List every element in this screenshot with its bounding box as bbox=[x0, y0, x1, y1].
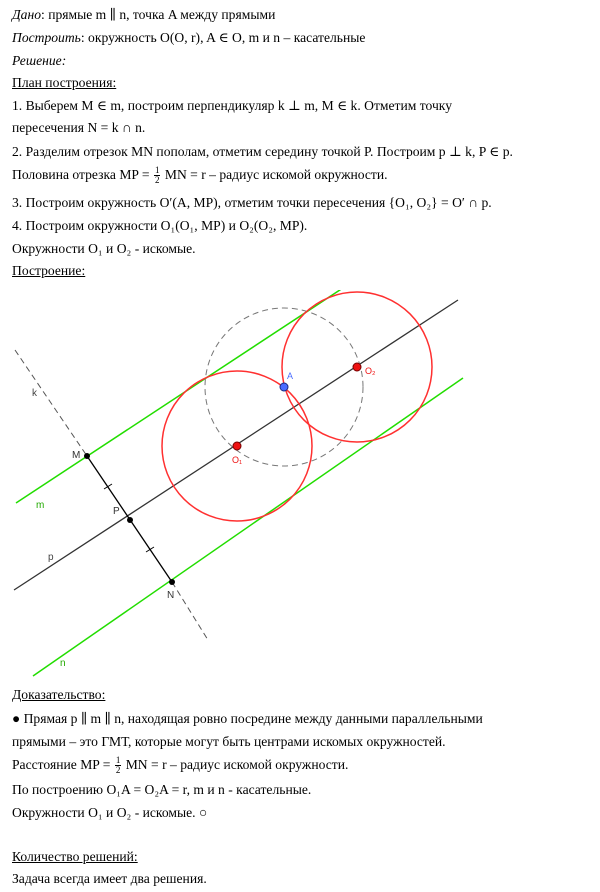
label-n-point: N bbox=[167, 590, 175, 601]
given-label: Дано bbox=[12, 7, 41, 22]
construct-text: окружность O(O, r), A ∈ O, m и n – касательные bbox=[88, 30, 366, 45]
count-text: Задача всегда имеет два решения. bbox=[12, 871, 207, 886]
plan-step-1a: 1. Выберем M ∈ m, построим перпендикуляр k ⊥ m, M ∈ k. Отметим точку bbox=[12, 98, 453, 113]
count-heading: Количество решений: bbox=[12, 849, 138, 864]
label-o2: O₂ bbox=[365, 366, 376, 376]
proof-p4: Окружности O₁ и O₂ - искомые. ○ bbox=[12, 805, 208, 820]
label-p-point: P bbox=[113, 506, 120, 517]
point-p bbox=[127, 517, 133, 523]
plan-step-5: Окружности O₁ и O₂ - искомые. bbox=[12, 241, 196, 256]
line-k bbox=[15, 350, 87, 456]
plan-step-1b: пересечения N = k ∩ n. bbox=[12, 120, 146, 135]
label-a: A bbox=[287, 371, 294, 381]
line-k-lower bbox=[172, 582, 208, 640]
label-m-point: M bbox=[72, 450, 81, 461]
label-k: k bbox=[32, 388, 37, 399]
construction-figure bbox=[0, 290, 600, 685]
proof-p1a: ● Прямая p ∥ m ∥ n, находящая ровно посредине между данными параллельными bbox=[12, 711, 483, 726]
tick-mark-2 bbox=[146, 547, 154, 552]
given-line: Дано: прямые m ∥ n, точка A между прямыми bbox=[12, 7, 276, 22]
label-o1: O₁ bbox=[232, 455, 243, 465]
proof-heading: Доказательство: bbox=[12, 687, 106, 702]
point-m bbox=[84, 453, 90, 459]
construct-label: Построить bbox=[12, 30, 81, 45]
solution-label: Решение: bbox=[12, 53, 67, 68]
plan-step-2a: 2. Разделим отрезок MN пополам, отметим середину точкой P. Построим p ⊥ k, P ∈ p. bbox=[12, 144, 513, 159]
construct-line: Построить: окружность O(O, r), A ∈ O, m и n – касательные bbox=[12, 30, 366, 45]
half-fraction: $\frac{1}{2}$ bbox=[154, 165, 160, 186]
point-o1 bbox=[233, 442, 241, 450]
plan-step-2b-pre: Половина отрезка MP = bbox=[12, 167, 150, 182]
plan-step-3: 3. Построим окружность O′(A, MP), отметим точки пересечения {O₁, O₂} = O′ ∩ p. bbox=[12, 195, 492, 210]
plan-heading: План построения: bbox=[12, 75, 117, 90]
point-o2 bbox=[353, 363, 361, 371]
proof-p2-post: MN = r – радиус искомой окружности. bbox=[125, 757, 349, 772]
proof-p2 bbox=[12, 756, 348, 775]
point-n bbox=[169, 579, 175, 585]
proof-p1b: прямыми – это ГМТ, которые могут быть центрами искомых окружностей. bbox=[12, 734, 446, 749]
label-p-line: p bbox=[48, 552, 54, 563]
proof-half-fraction: $\frac{1}{2}$ bbox=[115, 755, 121, 776]
label-n-line: n bbox=[60, 658, 66, 669]
plan-step-2b bbox=[12, 166, 388, 185]
label-m-line: m bbox=[36, 500, 45, 511]
given-text: прямые m ∥ n, точка A между прямыми bbox=[48, 7, 276, 22]
line-n bbox=[33, 378, 463, 676]
plan-step-2b-post: MN = r – радиус искомой окружности. bbox=[164, 167, 388, 182]
proof-p3: По построению O₁A = O₂A = r, m и n - касательные. bbox=[12, 782, 312, 797]
line-m bbox=[16, 290, 352, 503]
point-a bbox=[280, 383, 288, 391]
construction-heading: Построение: bbox=[12, 263, 86, 278]
proof-p2-pre: Расстояние MP = bbox=[12, 757, 111, 772]
plan-step-4: 4. Построим окружности O₁(O₁, MP) и O₂(O₂, MP). bbox=[12, 218, 308, 233]
